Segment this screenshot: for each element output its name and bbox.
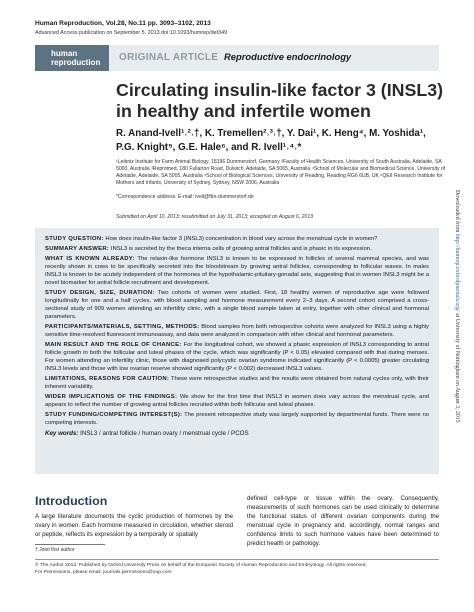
abstract-paragraph [45, 256, 429, 288]
abstract-text: We show for the first time that INSL3 in women does vary across the menstrual cycle, and appears to reflect the number of growing antral follicles recruited within both follicular and luteal phases. [45, 393, 430, 408]
authors-line-2: P.G. Knight⁵, G.E. Hale⁶, and R. Ivell¹˒⁴˒* [116, 142, 302, 153]
abstract-paragraph [45, 342, 429, 374]
abstract-paragraph [45, 246, 429, 254]
keywords-heading: Key words: [45, 429, 79, 437]
abstract-text: INSL3 is secreted by the theca interna cells of growing antral follicles and is phasic in its expression. [110, 246, 372, 253]
abstract-heading: LIMITATIONS, REASONS FOR CAUTION: [45, 375, 170, 382]
journal-logo-line1: human [51, 49, 78, 58]
correspondence-address: *Correspondence address. E-mail: ivell@fbn-dummerstorf.de [116, 194, 254, 200]
journal-logo-line2: reproduction [51, 58, 101, 67]
keywords-text: INSL3 / antral follicle / human ovary / menstrual cycle / PCOS [80, 429, 249, 437]
article-type-banner [109, 45, 439, 71]
abstract-paragraph [45, 290, 429, 322]
abstract-heading: STUDY DESIGN, SIZE, DURATION: [45, 290, 155, 296]
download-link[interactable]: http://humrep.oxfordjournals.org/ [454, 233, 460, 312]
footnote-divider [35, 544, 105, 545]
authors-line-1: R. Anand-Ivell¹˒²˒†, K. Tremellen²˒³˒†, Y. Dai¹, K. Heng⁴, M. Yoshida¹, [116, 128, 426, 139]
abstract-text: The present retrospective study was largely supported by departmental funds. There were no competing interests. [45, 411, 429, 426]
abstract-heading: PARTICIPANTS/MATERIALS, SETTING, METHODS: [45, 323, 200, 330]
abstract-heading: STUDY FUNDING/COMPETING INTEREST(S): [45, 411, 183, 418]
footnote: † Joint first author [35, 547, 75, 553]
introduction-right-column: defined cell-type or tissue within the ovary. Consequently, measurements of such hormones can be used clinically to determine the functional status of different ovarian components during the menstrual cycle in pregnancy and, accordingly, normal ranges and confidence limits to such hormone values have been determined to predict health or pathology. [247, 495, 439, 547]
affiliations: ¹Leibniz Institute for Farm Animal Biology, 18196 Dummerstorf, Germany ²Faculty of Health Sciences, University of South Australia, Adelaide, SA 5000, Australia ³Repromed, 180 Fullarton Road, Dulwich, Adelaide, SA 5065, Australia ⁴School of Molecular and Biomedical Science, University of Adelaide, Adelaide, SA 5005, Australia ⁵School of Biological Sciences, University of Reading, Reading RG6 6UB, UK ⁶QEII Research Institute for Mothers and Infants, University of Sydney, Sydney, NSW 2006, Australia [116, 159, 446, 186]
introduction-left-column: A large literature documents the cyclic production of hormones by the ovary in women. Each hormone measured in circulation, whether steroid or peptide, reflects its expression by a temporally or spatially [35, 513, 233, 538]
abstract-paragraph [45, 412, 429, 428]
abstract-text: Two cohorts of women were studied. First, 18 healthy women of reproductive age were followed longitudinally for one and a half cycles, with blood sampling and hormone measurement every 2–3 days. A second cohort comprised a cross-sectional study of 909 women attending an infertility clinic, with a single blood sample taken at entry, together with other clinical and hormonal parameters. [45, 290, 430, 320]
section-heading-introduction: Introduction [35, 494, 108, 508]
abstract-text: How does insulin-like factor 3 (INSL3) concentration in blood vary across the menstrual cycle in women? [105, 236, 378, 242]
copyright-notice [35, 562, 439, 576]
abstract-paragraph [45, 394, 429, 410]
download-watermark [454, 190, 460, 423]
abstract-text: The relaxin-like hormone INSL3 is known to be expressed in follicles of several mammal species, and was recently shown in cows to be specifically secreted into the bloodstream by growing antral follicles, corresponding to follicular waves. In males INSL3 is known to be acutely independent of the hormones of the hypothalamic-pituitary-gonadal axis, suggesting that in women INSL3 might be a novel biomarker for antral follicle recruitment and development. [45, 256, 429, 286]
copyright-divider [35, 559, 439, 560]
copyright-line-2: For Permissions, please email: journals.permissions@oup.com [35, 570, 172, 575]
copyright-line-1: © The Author 2013. Published by Oxford University Press on behalf of the European Society of Human Reproduction and Embryology. All rights reserved. [35, 563, 367, 568]
abstract-text: Blood samples from both retrospective cohorts were analyzed for INSL3 using a highly sensitive time-resolved fluorescent immunoassay, and data were analyzed in comparison with other clinical and hormonal parameters. [45, 323, 429, 338]
author-list [116, 127, 451, 155]
download-prefix: Downloaded from [454, 190, 460, 234]
abstract-text: For the longitudinal cohort, we showed a phasic expression of INSL3 corresponding to antral follicle growth in both the follicular and luteal phases of the cycle, which was significantly (P < 0.05) elevated compared with that during menses. For women attending an infertility clinic, those with diagnosed polycystic ovarian syndrome indicated significantly (P < 0.0005) greater circulating INSL3 levels and those with low ovarian reserve showed significantly (P < 0.002) decreased INSL3 values. [45, 341, 429, 372]
abstract-heading: WHAT IS KNOWN ALREADY: [45, 256, 135, 263]
abstract-paragraph [45, 376, 429, 392]
abstract-heading: SUMMARY ANSWER: [45, 246, 110, 253]
article-title [116, 80, 446, 122]
abstract-text: These were retrospective studies and the results were obtained from natural cycles only, with their inherent variability. [45, 375, 429, 390]
abstract-heading: WIDER IMPLICATIONS OF THE FINDINGS: [45, 393, 178, 400]
abstract-paragraph [45, 236, 429, 244]
journal-logo [35, 45, 109, 71]
download-suffix: at University of Nottingham on August 3, 2015 [454, 311, 460, 423]
title-line-2: in healthy and infertile women [116, 101, 371, 121]
article-type: ORIGINAL ARTICLE [119, 52, 219, 63]
abstract-paragraph [45, 324, 429, 340]
keywords [45, 430, 429, 437]
article-section: Reproductive endocrinology [224, 51, 352, 62]
journal-citation: Human Reproduction, Vol.28, No.11 pp. 3093–3102, 2013 [35, 20, 211, 27]
title-line-1: Circulating insulin-like factor 3 (INSL3) [116, 80, 444, 100]
abstract-box [35, 228, 439, 474]
submission-dates: Submitted on April 10, 2013; resubmitted on July 31, 2013; accepted on August 6, 2013 [116, 214, 313, 220]
abstract-heading: MAIN RESULT AND THE ROLE OF CHANCE: [45, 341, 182, 348]
doi-line: Advanced Access publication on September 5, 2013 doi:10.1093/humrep/det349 [35, 30, 228, 36]
abstract-heading: STUDY QUESTION: [45, 236, 104, 242]
